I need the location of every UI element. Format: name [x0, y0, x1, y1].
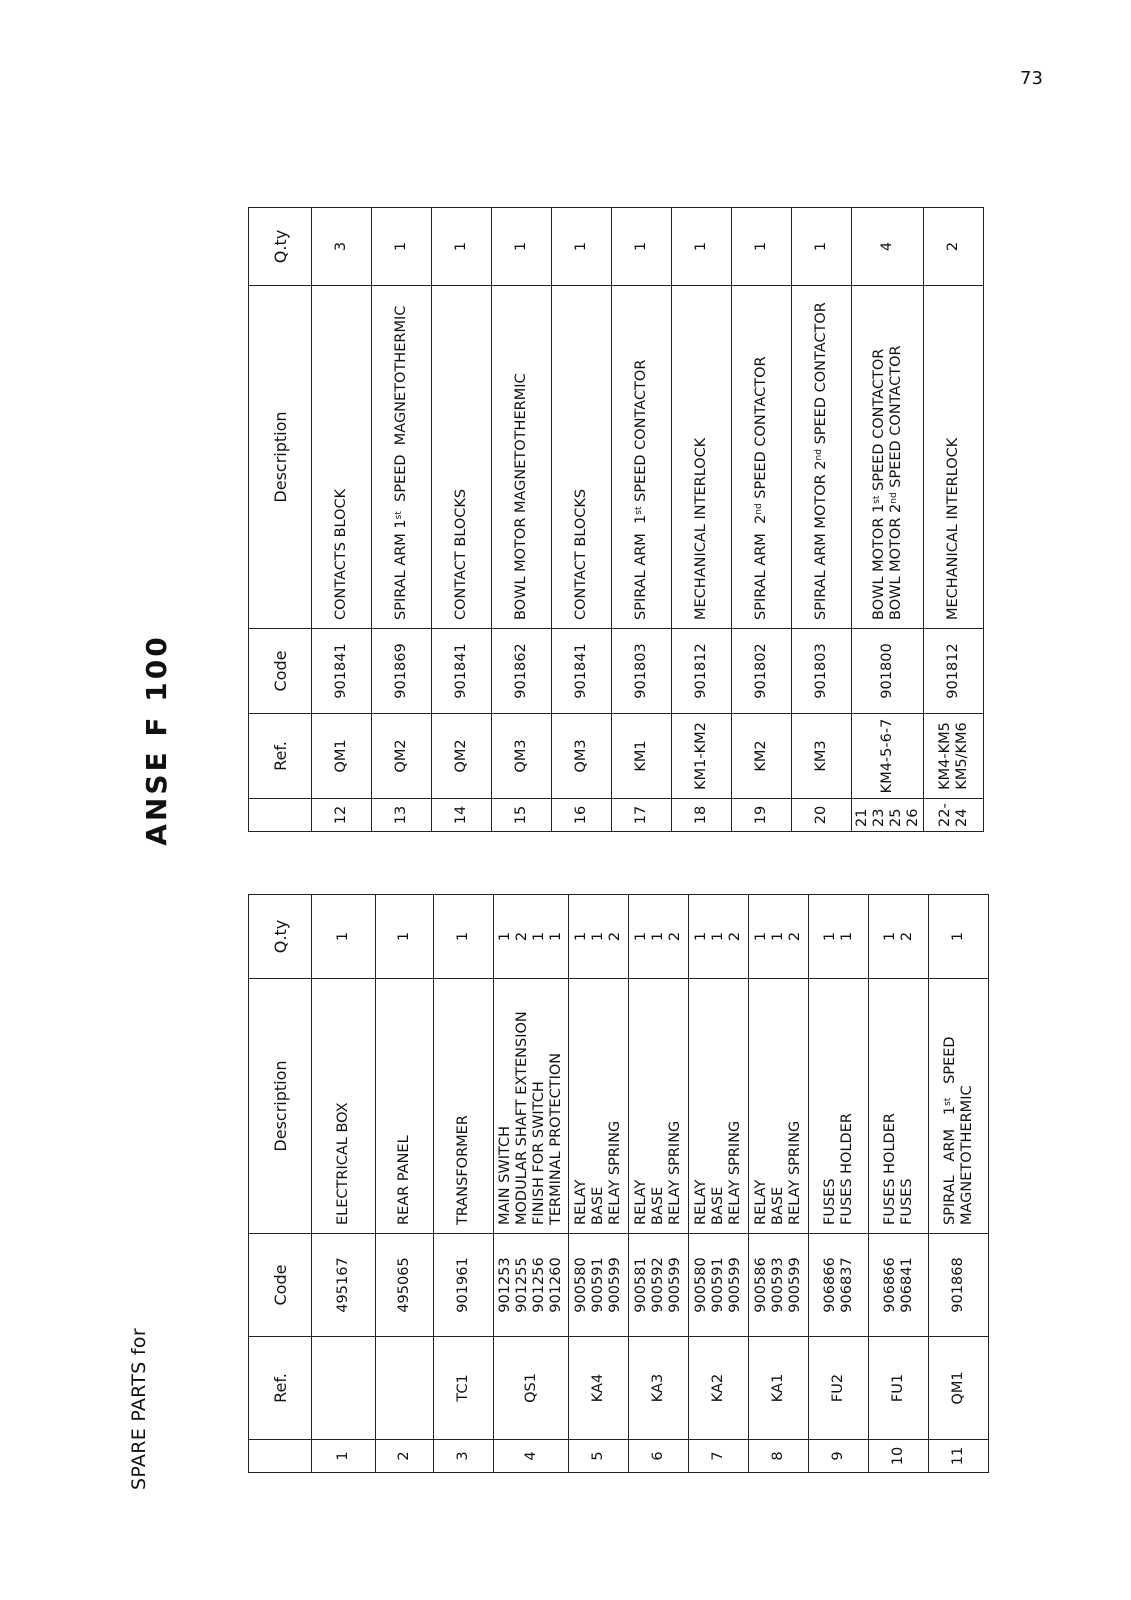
qty-cell: 1 [672, 208, 732, 286]
cell-line: 901253 [497, 1257, 513, 1313]
description-cell [376, 979, 434, 1234]
qty-cell [312, 895, 376, 979]
description-cell [312, 979, 376, 1234]
cell-line: 901961 [455, 1257, 471, 1313]
cell-line: 1 [950, 931, 966, 942]
ref-cell [792, 714, 852, 799]
cell-line: 1 [531, 931, 547, 942]
ref-cell [492, 714, 552, 799]
cell-line: 900591 [710, 1257, 726, 1313]
description-cell [869, 979, 929, 1234]
row-number [924, 799, 984, 832]
description-cell [492, 286, 552, 629]
cell-line: RELAY SPRING [607, 1120, 623, 1225]
table-row [792, 208, 852, 832]
table-row [372, 208, 432, 832]
cell-line: RELAY SPRING [667, 1120, 683, 1225]
description-cell [434, 979, 494, 1234]
row-number: 6 [629, 1440, 689, 1473]
row-number: 9 [809, 1440, 869, 1473]
cell-line: 1 [710, 931, 726, 942]
description-cell [612, 286, 672, 629]
cell-line: 900581 [633, 1257, 649, 1313]
cell-line: FUSES [898, 1178, 915, 1225]
cell-line: BASE [590, 1186, 606, 1225]
table-row [924, 208, 984, 832]
cell-line: 900599 [787, 1257, 803, 1313]
row-number: 19 [732, 799, 792, 832]
cell-line: MECHANICAL INTERLOCK [693, 437, 709, 620]
code-cell: 901812 [672, 629, 732, 714]
cell-line: 2 [787, 931, 803, 942]
cell-line: 906866 [881, 1257, 898, 1313]
row-number: 16 [552, 799, 612, 832]
description-cell [672, 286, 732, 629]
ref-cell: KA4 [569, 1337, 629, 1440]
cell-line: 906841 [898, 1257, 915, 1313]
qty-cell [869, 895, 929, 979]
cell-line: 2 [727, 931, 743, 942]
page-subtitle: SPARE PARTS for [128, 1328, 150, 1490]
cell-line: 1 [633, 931, 649, 942]
cell-line: 1 [821, 931, 838, 942]
cell-line: 1 [770, 931, 786, 942]
cell-line: 21 [853, 808, 870, 827]
cell-line: 901260 [548, 1257, 564, 1313]
cell-line: 900580 [573, 1257, 589, 1313]
cell-line: 900593 [770, 1257, 786, 1313]
description-cell [432, 286, 492, 629]
description-cell [852, 286, 924, 629]
cell-line: FUSES HOLDER [838, 1113, 855, 1225]
cell-line: QM2 [453, 739, 469, 773]
table-row [552, 208, 612, 832]
table-row [376, 895, 434, 1473]
cell-line: 900580 [693, 1257, 709, 1313]
cell-line: 24 [953, 808, 970, 827]
code-cell: 901800 [852, 629, 924, 714]
description-cell [929, 979, 989, 1234]
cell-line: KM5/KM6 [953, 722, 970, 790]
row-number: 13 [372, 799, 432, 832]
table-row [732, 208, 792, 832]
ref-cell: TC1 [434, 1337, 494, 1440]
cell-line: 906837 [838, 1257, 855, 1313]
cell-line: KM4-KM5 [936, 722, 953, 790]
cell-line: 1 [881, 931, 898, 942]
description-cell [312, 286, 372, 629]
cell-line: KM2 [753, 740, 769, 772]
cell-line: 901868 [950, 1257, 966, 1313]
cell-line: 1 [753, 931, 769, 942]
table-row [672, 208, 732, 832]
cell-line: 1 [573, 931, 589, 942]
ref-cell [852, 714, 924, 799]
cell-line: BOWL MOTOR 2nd SPEED CONTACTOR [887, 345, 904, 620]
code-cell [629, 1234, 689, 1337]
code-cell [434, 1234, 494, 1337]
code-cell [376, 1234, 434, 1337]
description-cell [732, 286, 792, 629]
table-row [929, 895, 989, 1473]
page-number: 73 [1020, 68, 1043, 90]
code-cell [929, 1234, 989, 1337]
ref-cell [552, 714, 612, 799]
cell-line: BOWL MOTOR MAGNETOTHERMIC [513, 373, 529, 620]
cell-line: 495167 [335, 1257, 351, 1313]
row-number: 8 [749, 1440, 809, 1473]
cell-line: 23 [870, 808, 887, 827]
row-number [852, 799, 924, 832]
table-row [434, 895, 494, 1473]
col-desc-header: Description [249, 286, 312, 629]
qty-cell: 1 [492, 208, 552, 286]
cell-line: CONTACT BLOCKS [453, 488, 469, 620]
table-row [869, 895, 929, 1473]
cell-line: SPIRAL ARM 1st SPEED CONTACTOR [633, 359, 649, 620]
qty-cell: 2 [924, 208, 984, 286]
table-row [612, 208, 672, 832]
ref-cell [372, 714, 432, 799]
cell-line: 1 [335, 931, 351, 942]
table-row [689, 895, 749, 1473]
cell-line: MAGNETOTHERMIC [958, 1085, 975, 1225]
cell-line: 1 [693, 931, 709, 942]
page-title: ANSE F 100 [140, 634, 173, 846]
qty-cell: 1 [612, 208, 672, 286]
col-qty-header: Q.ty [249, 208, 312, 286]
description-cell [749, 979, 809, 1234]
cell-line: FUSES [821, 1178, 838, 1225]
col-ref-header: Ref. [249, 714, 312, 799]
cell-line: 1 [548, 931, 564, 942]
cell-line: TRANSFORMER [455, 1115, 471, 1225]
cell-line: 1 [650, 931, 666, 942]
cell-line: 26 [904, 808, 921, 827]
code-cell: 901803 [792, 629, 852, 714]
qty-cell: 1 [552, 208, 612, 286]
ref-cell [312, 1337, 376, 1440]
description-cell [494, 979, 569, 1234]
row-number: 17 [612, 799, 672, 832]
ref-cell: KA3 [629, 1337, 689, 1440]
cell-line: SPIRAL ARM MOTOR 2nd SPEED CONTACTOR [813, 302, 829, 620]
spare-parts-table-left [248, 894, 989, 1473]
cell-line: ELECTRICAL BOX [335, 1102, 351, 1225]
code-cell [809, 1234, 869, 1337]
col-code-header: Code [249, 629, 312, 714]
code-cell: 901803 [612, 629, 672, 714]
cell-line: BASE [770, 1186, 786, 1225]
cell-line: CONTACTS BLOCK [333, 488, 349, 620]
cell-line: 2 [607, 931, 623, 942]
description-cell [372, 286, 432, 629]
row-number: 3 [434, 1440, 494, 1473]
row-number: 7 [689, 1440, 749, 1473]
code-cell: 901869 [372, 629, 432, 714]
description-cell [792, 286, 852, 629]
cell-line: QM1 [333, 739, 349, 773]
cell-line: RELAY [753, 1179, 769, 1225]
cell-line: FINISH FOR SWITCH [531, 1081, 547, 1225]
cell-line: SPIRAL ARM 2nd SPEED CONTACTOR [753, 356, 769, 620]
col-num-header [249, 1440, 312, 1473]
table-row [629, 895, 689, 1473]
description-cell [809, 979, 869, 1234]
cell-line: MODULAR SHAFT EXTENSION [514, 1011, 530, 1225]
cell-line: 900599 [667, 1257, 683, 1313]
cell-line: 900586 [753, 1257, 769, 1313]
qty-cell [494, 895, 569, 979]
cell-line: 1 [497, 931, 513, 942]
table-row [569, 895, 629, 1473]
row-number: 4 [494, 1440, 569, 1473]
code-cell: 901862 [492, 629, 552, 714]
code-cell [569, 1234, 629, 1337]
cell-line: 22- [936, 803, 953, 827]
cell-line: RELAY SPRING [727, 1120, 743, 1225]
cell-line: SPIRAL ARM 1st SPEED MAGNETOTHERMIC [393, 305, 409, 620]
table-row [312, 895, 376, 1473]
description-cell [629, 979, 689, 1234]
qty-cell [569, 895, 629, 979]
ref-cell [376, 1337, 434, 1440]
code-cell: 901841 [312, 629, 372, 714]
row-number: 10 [869, 1440, 929, 1473]
qty-cell: 4 [852, 208, 924, 286]
cell-line: QM2 [393, 739, 409, 773]
row-number: 12 [312, 799, 372, 832]
cell-line: FUSES HOLDER [881, 1113, 898, 1225]
code-cell: 901841 [432, 629, 492, 714]
spare-parts-table-right [248, 207, 984, 832]
table-row [432, 208, 492, 832]
col-num-header [249, 799, 312, 832]
row-number: 18 [672, 799, 732, 832]
qty-cell [929, 895, 989, 979]
col-qty-header: Q.ty [249, 895, 312, 979]
ref-cell [732, 714, 792, 799]
cell-line: RELAY SPRING [787, 1120, 803, 1225]
code-cell [869, 1234, 929, 1337]
cell-line: RELAY [693, 1179, 709, 1225]
description-cell [689, 979, 749, 1234]
row-number: 5 [569, 1440, 629, 1473]
table-row [852, 208, 924, 832]
col-code-header: Code [249, 1234, 312, 1337]
ref-cell [432, 714, 492, 799]
code-cell [689, 1234, 749, 1337]
table-header-row [249, 208, 312, 832]
code-cell [312, 1234, 376, 1337]
col-ref-header: Ref. [249, 1337, 312, 1440]
ref-cell [672, 714, 732, 799]
code-cell: 901841 [552, 629, 612, 714]
cell-line: 900599 [607, 1257, 623, 1313]
code-cell [749, 1234, 809, 1337]
col-desc-header: Description [249, 979, 312, 1234]
description-cell [569, 979, 629, 1234]
cell-line: 900599 [727, 1257, 743, 1313]
table-header-row [249, 895, 312, 1473]
cell-line: SPIRAL ARM 1st SPEED [941, 1036, 958, 1225]
cell-line: 1 [590, 931, 606, 942]
ref-cell: FU1 [869, 1337, 929, 1440]
cell-line: BASE [710, 1186, 726, 1225]
cell-line: KM3 [813, 740, 829, 772]
table-row [809, 895, 869, 1473]
ref-cell: FU2 [809, 1337, 869, 1440]
cell-line: 900592 [650, 1257, 666, 1313]
cell-line: 900591 [590, 1257, 606, 1313]
qty-cell [629, 895, 689, 979]
code-cell: 901802 [732, 629, 792, 714]
qty-cell: 1 [432, 208, 492, 286]
qty-cell [689, 895, 749, 979]
qty-cell [809, 895, 869, 979]
qty-cell: 1 [732, 208, 792, 286]
cell-line: QM3 [573, 739, 589, 773]
table-row [492, 208, 552, 832]
cell-line: 2 [667, 931, 683, 942]
cell-line: KM1 [633, 740, 649, 772]
ref-cell: KA1 [749, 1337, 809, 1440]
table-row [749, 895, 809, 1473]
qty-cell [434, 895, 494, 979]
ref-cell: KA2 [689, 1337, 749, 1440]
ref-cell [312, 714, 372, 799]
qty-cell: 3 [312, 208, 372, 286]
cell-line: QM3 [513, 739, 529, 773]
table-row [494, 895, 569, 1473]
cell-line: RELAY [633, 1179, 649, 1225]
cell-line: TERMINAL PROTECTION [548, 1052, 564, 1225]
qty-cell: 1 [372, 208, 432, 286]
cell-line: CONTACT BLOCKS [573, 488, 589, 620]
row-number: 15 [492, 799, 552, 832]
description-cell [552, 286, 612, 629]
row-number: 1 [312, 1440, 376, 1473]
cell-line: 25 [887, 808, 904, 827]
ref-cell: QS1 [494, 1337, 569, 1440]
description-cell [924, 286, 984, 629]
cell-line: BASE [650, 1186, 666, 1225]
code-cell: 901812 [924, 629, 984, 714]
qty-cell [376, 895, 434, 979]
cell-line: 495065 [396, 1257, 412, 1313]
qty-cell [749, 895, 809, 979]
cell-line: 1 [838, 931, 855, 942]
row-number: 11 [929, 1440, 989, 1473]
qty-cell: 1 [792, 208, 852, 286]
code-cell [494, 1234, 569, 1337]
table-row [312, 208, 372, 832]
cell-line: 1 [455, 931, 471, 942]
cell-line: 906866 [821, 1257, 838, 1313]
cell-line: RELAY [573, 1179, 589, 1225]
row-number: 2 [376, 1440, 434, 1473]
cell-line: REAR PANEL [396, 1135, 412, 1225]
cell-line: 901256 [531, 1257, 547, 1313]
cell-line: 901255 [514, 1257, 530, 1313]
ref-cell: QM1 [929, 1337, 989, 1440]
cell-line: MECHANICAL INTERLOCK [945, 437, 961, 620]
row-number: 14 [432, 799, 492, 832]
cell-line: MAIN SWITCH [497, 1125, 513, 1225]
cell-line: KM4-5-6-7 [879, 718, 895, 794]
ref-cell [924, 714, 984, 799]
cell-line: 1 [396, 931, 412, 942]
cell-line: 2 [514, 931, 530, 942]
cell-line: BOWL MOTOR 1st SPEED CONTACTOR [870, 348, 887, 620]
cell-line: 2 [898, 931, 915, 942]
row-number: 20 [792, 799, 852, 832]
ref-cell [612, 714, 672, 799]
cell-line: KM1-KM2 [693, 722, 709, 790]
